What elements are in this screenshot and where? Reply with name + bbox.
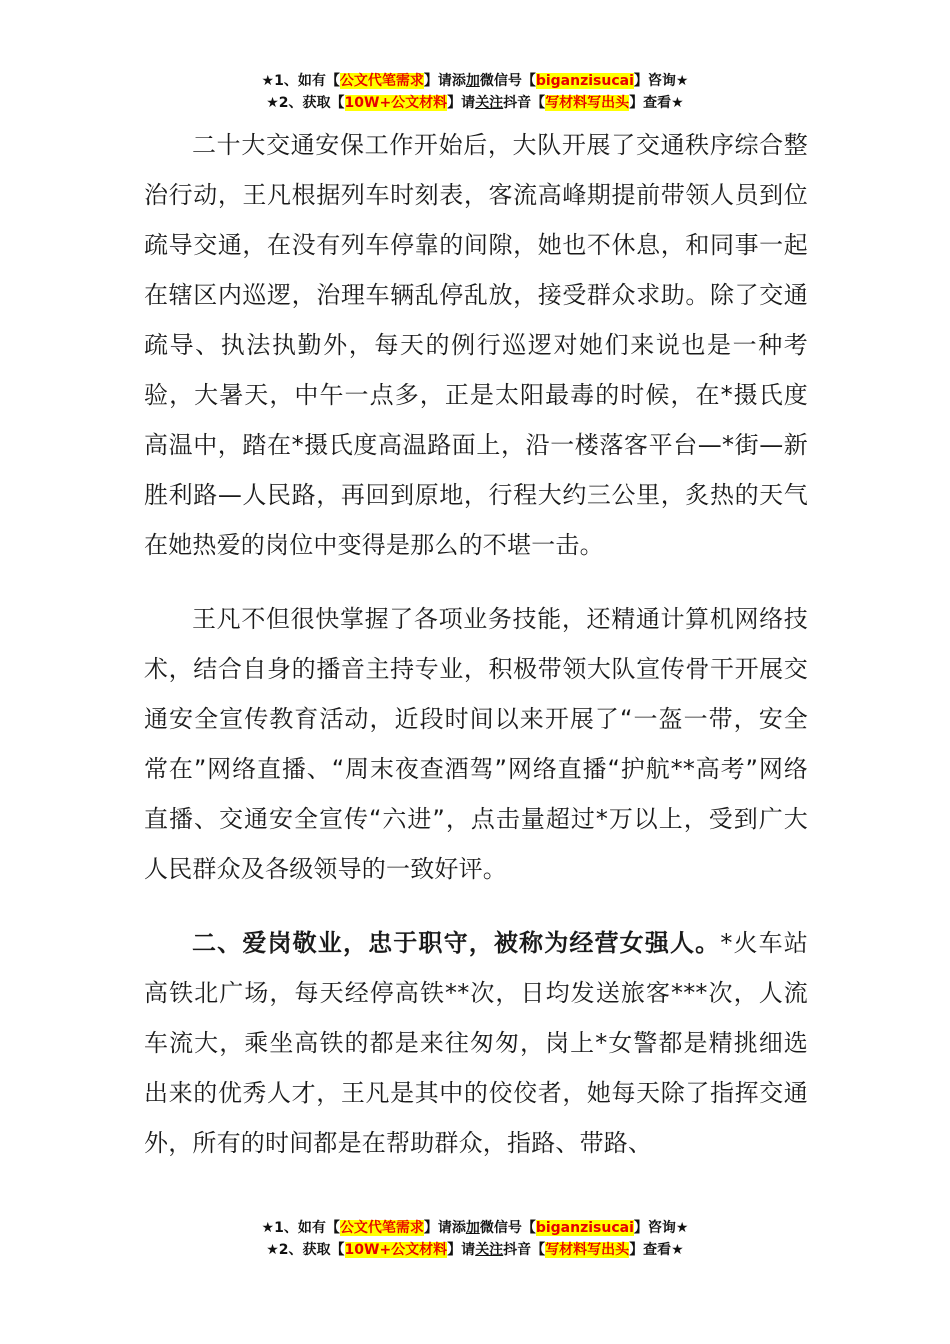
section-heading: 二、爱岗敬业，忠于职守，被称为经营女强人。 [192, 929, 721, 957]
footer-banner [0, 1217, 950, 1261]
banner-highlight: 10W+公文材料 [344, 1242, 448, 1258]
banner-text: 】咨询★ [633, 73, 689, 89]
banner-text: 】请 [447, 1242, 476, 1258]
banner-underline: 关注 [475, 1242, 504, 1258]
banner-text: 】查看★ [629, 1242, 684, 1258]
banner-highlight: 写材料写出头 [545, 1242, 630, 1258]
banner-text: ★2、获取【 [266, 1242, 345, 1258]
banner-underline: 加 [465, 1220, 480, 1236]
banner-highlight: 10W+公文材料 [344, 95, 448, 111]
banner-text: 】请添 [423, 73, 466, 89]
banner-text: 】请添 [423, 1220, 466, 1236]
paragraph-3 [144, 918, 808, 1168]
banner-underline: 关注 [475, 95, 504, 111]
banner-highlight: 公文代笔需求 [339, 1220, 424, 1236]
banner-text: 微信号【 [479, 73, 536, 89]
banner-highlight: biganzisucai [535, 1220, 634, 1236]
banner-text: ★2、获取【 [266, 95, 345, 111]
banner-text: 】查看★ [629, 95, 684, 111]
banner-underline: 加 [465, 73, 480, 89]
paragraph-3-text: *火车站高铁北广场，每天经停高铁**次，日均发送旅客***次，人流车流大，乘坐高铁的都是来往匆匆，岗上*女警都是精挑细选出来的优秀人才，王凡是其中的佼佼者，她每天除了指挥交通外，所有的时间都是在帮助群众，指路、带路、 [144, 929, 808, 1157]
banner-line-2 [0, 1239, 950, 1261]
banner-highlight: 公文代笔需求 [339, 73, 424, 89]
banner-line-2 [0, 92, 950, 114]
document-body [144, 120, 808, 1168]
banner-line-1 [0, 70, 950, 92]
banner-text: ★1、如有【 [261, 73, 340, 89]
banner-text: 】请 [447, 95, 476, 111]
banner-text: 】咨询★ [633, 1220, 689, 1236]
banner-highlight: biganzisucai [535, 73, 634, 89]
header-banner [0, 70, 950, 114]
banner-text: 抖音【 [503, 95, 546, 111]
banner-text: ★1、如有【 [261, 1220, 340, 1236]
banner-line-1 [0, 1217, 950, 1239]
banner-highlight: 写材料写出头 [545, 95, 630, 111]
paragraph-1: 二十大交通安保工作开始后，大队开展了交通秩序综合整治行动，王凡根据列车时刻表，客流高峰期提前带领人员到位疏导交通，在没有列车停靠的间隙，她也不休息，和同事一起在辖区内巡逻，治理车辆乱停乱放，接受群众求助。除了交通疏导、执法执勤外，每天的例行巡逻对她们来说也是一种考验，大暑天，中午一点多，正是太阳最毒的时候，在*摄氏度高温中，踏在*摄氏度高温路面上，沿一楼落客平台—*街—新胜利路—人民路，再回到原地，行程大约三公里，炙热的天气在她热爱的岗位中变得是那么的不堪一击。 [144, 131, 808, 559]
paragraph-2: 王凡不但很快掌握了各项业务技能，还精通计算机网络技术，结合自身的播音主持专业，积极带领大队宣传骨干开展交通安全宣传教育活动，近段时间以来开展了“一盔一带，安全常在”网络直播、“周末夜查酒驾”网络直播“护航**高考”网络直播、交通安全宣传“六进”，点击量超过*万以上，受到广大人民群众及各级领导的一致好评。 [144, 605, 808, 883]
banner-text: 抖音【 [503, 1242, 546, 1258]
banner-text: 微信号【 [479, 1220, 536, 1236]
